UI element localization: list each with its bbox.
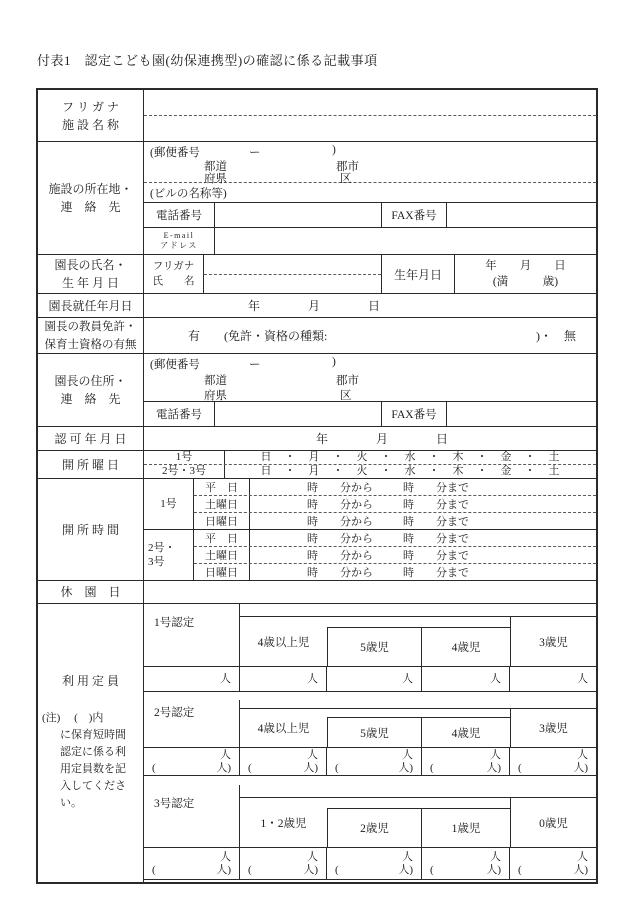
page-title: 付表1 認定こども園(幼保連携型)の確認に係る記載事項: [37, 53, 378, 68]
capacity-count-field[interactable]: 人 ( 人): [518, 748, 588, 774]
tel-field[interactable]: [215, 203, 382, 228]
open-hours-field[interactable]: 時 分から 時 分まで: [307, 533, 469, 545]
capacity-note: (注) ( )内 に保育短時間 認定に係る利 用定員数を記 入してくださ い。: [42, 712, 126, 809]
capacity-block-3: 3号認定 1・2歳児 2歳児 1歳児 0歳児 人 ( 人) 人 ( 人) 人 ( 人) 人 ( 人) 人 ( 人): [144, 785, 596, 880]
row-capacity: [38, 603, 596, 882]
open-hours-group-1: 1号 平 日 時 分から 時 分まで 土曜日 時 分から 時 分まで 日曜日 時 分から 時 分まで: [144, 479, 596, 529]
open-hours-field[interactable]: 時 分から 時 分まで: [307, 516, 469, 528]
birthdate-field[interactable]: 年 月 日 (満 歳): [485, 260, 566, 288]
pref-label-top: 都道: [204, 160, 227, 173]
tel-label: 電話番号: [144, 203, 215, 228]
label-approval-date: 認 可 年 月 日: [38, 427, 144, 450]
facility-name-cells: [144, 90, 596, 141]
facility-address-field[interactable]: (郵便番号 ー ) 都道 郡市 府県 区: [144, 142, 596, 183]
main-form-table: [36, 88, 598, 884]
email-field[interactable]: [215, 228, 596, 254]
closed-days-field[interactable]: [144, 581, 596, 603]
capacity-count-field[interactable]: 人 ( 人): [327, 848, 422, 879]
fax-label: FAX番号: [382, 203, 447, 228]
open-hours-field[interactable]: 時 分から 時 分まで: [307, 499, 469, 511]
facility-name-field[interactable]: [144, 116, 596, 141]
capacity-count-field[interactable]: 人 ( 人): [144, 748, 240, 775]
label-director-address: 園長の住所・ 連 絡 先: [38, 354, 144, 426]
row-director-address: [38, 353, 596, 426]
capacity-count-field[interactable]: 人 ( 人): [240, 848, 327, 879]
capacity-count-field[interactable]: 人 ( 人): [518, 850, 588, 876]
capacity-count-field[interactable]: 人: [240, 667, 327, 691]
license-field[interactable]: [144, 318, 596, 353]
license-no-label: )・ 無: [536, 329, 576, 343]
facility-furigana-field[interactable]: [144, 90, 596, 116]
postal-label: (郵便番号: [150, 147, 200, 159]
open-hours-key-1: 1号: [144, 479, 194, 529]
label-capacity: 利 用 定 員 (注) ( )内 に保育短時間 認定に係る利 用定員数を記 入してくださ い。: [38, 604, 144, 882]
capacity-block-2: 2号認定 4歳以上児 5歳児 4歳児 3歳児 人 ( 人) 人 ( 人) 人 ( 人) 人 ( 人) 人 ( 人): [144, 700, 596, 776]
postal-dash: ー: [249, 147, 261, 159]
row-facility-name: [38, 90, 596, 141]
label-closed-days: 休 園 日: [38, 581, 144, 603]
capacity-count-field[interactable]: 人: [144, 667, 240, 691]
appointment-date-field[interactable]: 年 月 日: [248, 299, 381, 313]
approval-date-field[interactable]: 年 月 日: [316, 432, 449, 446]
capacity-count-field[interactable]: 人: [327, 667, 422, 691]
row-closed-days: [38, 580, 596, 603]
pref-label-bottom: 府県: [204, 172, 227, 185]
fax-label: FAX番号: [382, 402, 447, 426]
building-name-field[interactable]: (ビルの名称等): [150, 188, 227, 200]
capacity-count-field[interactable]: 人 ( 人): [240, 748, 327, 775]
capacity-count-field[interactable]: 人: [577, 672, 588, 685]
label-director-name: 園長の氏名・ 生 年 月 日: [38, 255, 144, 293]
capacity-block-1: 1号認定 4歳以上児 5歳児 4歳児 3歳児 人 人 人 人 人: [144, 604, 596, 692]
capacity-key-2: 2号認定: [144, 700, 240, 747]
label-open-hours: 開 所 時 間: [38, 479, 144, 580]
row-appointment-date: [38, 293, 596, 317]
open-hours-field[interactable]: 時 分から 時 分まで: [307, 550, 469, 562]
row-facility-address: [38, 141, 596, 254]
open-hours-key-23: 2号・ 3号: [144, 530, 194, 580]
label-open-days: 開 所 曜 日: [38, 451, 144, 478]
label-license: 園長の教員免許・ 保育士資格の有無: [38, 318, 144, 353]
label-furigana: フ リ ガ ナ: [61, 99, 119, 114]
director-name-field[interactable]: [204, 255, 382, 293]
open-hours-field[interactable]: 時 分から 時 分まで: [307, 482, 469, 494]
open-days-key-1: 1号: [144, 451, 225, 464]
email-label: E-mail アドレス: [144, 228, 215, 254]
row-open-hours: [38, 478, 596, 580]
capacity-count-field[interactable]: 人: [422, 667, 510, 691]
city-label-bottom: 区: [340, 172, 352, 185]
capacity-key-1: 1号認定: [144, 604, 240, 666]
row-approval-date: [38, 426, 596, 450]
row-director-name: [38, 254, 596, 293]
tel-label: 電話番号: [144, 402, 215, 426]
capacity-count-field[interactable]: 人 ( 人): [422, 848, 510, 879]
tel-field[interactable]: [215, 402, 382, 426]
open-days-key-23: 2号・3号: [144, 465, 225, 478]
city-label-top: 郡市: [336, 160, 359, 173]
capacity-key-3: 3号認定: [144, 785, 240, 847]
director-address-field[interactable]: (郵便番号 ー ) 都道 郡市 府県 区: [150, 356, 359, 402]
capacity-count-field[interactable]: 人 ( 人): [144, 848, 240, 879]
license-yes-label: 有 (免許・資格の種類:: [188, 329, 328, 343]
label-name: 施 設 名 称: [61, 117, 119, 132]
capacity-count-field[interactable]: 人 ( 人): [422, 748, 510, 775]
label-facility-name: [38, 90, 144, 141]
row-open-days: [38, 450, 596, 478]
fax-field[interactable]: [447, 402, 596, 426]
open-hours-field[interactable]: 時 分から 時 分まで: [307, 567, 469, 579]
open-days-field-1[interactable]: 日 ・ 月 ・ 火 ・ 水 ・ 木 ・ 金 ・ 土: [260, 451, 561, 464]
capacity-count-field[interactable]: 人 ( 人): [327, 748, 422, 775]
open-days-field-23[interactable]: 日 ・ 月 ・ 火 ・ 水 ・ 木 ・ 金 ・ 土: [260, 465, 561, 478]
open-hours-group-23: 2号・ 3号 平 日 時 分から 時 分まで 土曜日 時 分から 時 分まで 日曜日 時 分から 時 分まで: [144, 529, 596, 580]
director-furigana-label: フリガナ 氏 名: [144, 255, 204, 293]
label-facility-address: 施設の所在地・ 連 絡 先: [38, 142, 144, 254]
birthdate-label: 生年月日: [382, 255, 455, 293]
label-appointment-date: 園長就任年月日: [38, 294, 144, 317]
row-license: [38, 317, 596, 353]
fax-field[interactable]: [447, 203, 596, 228]
